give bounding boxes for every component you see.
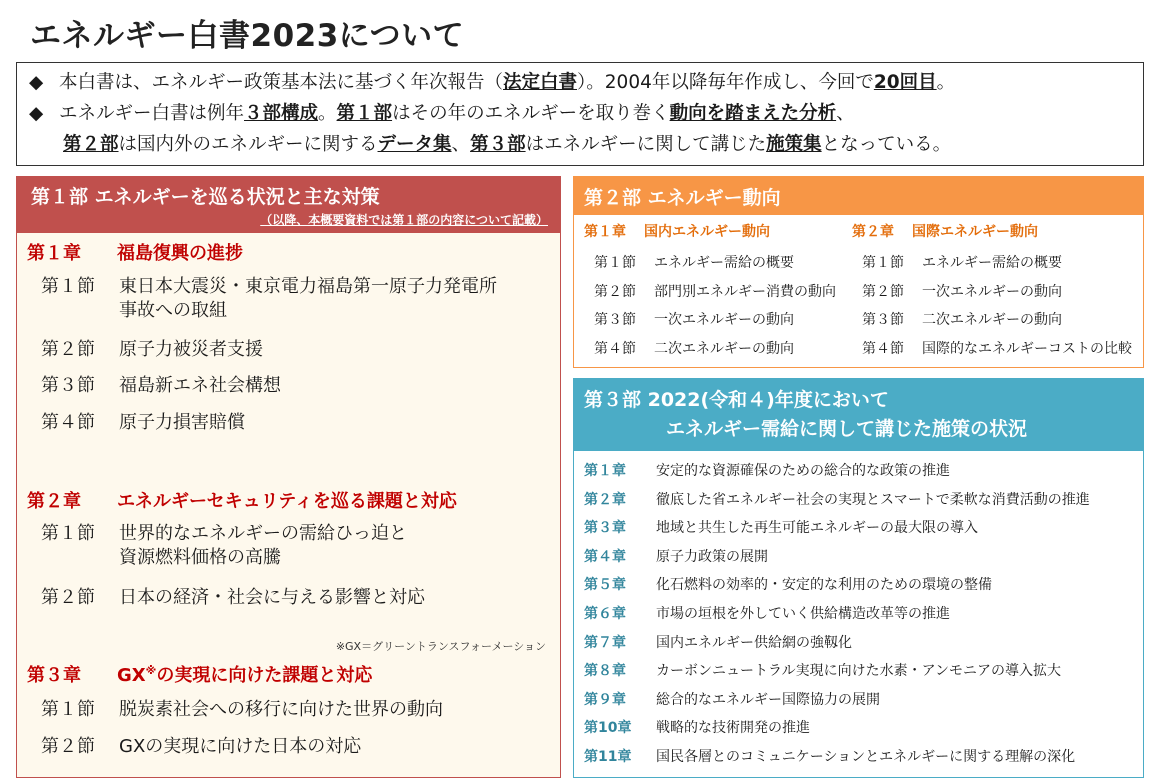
part3-chapter: 第７章 国内エネルギー供給網の強靱化 [584,634,852,651]
part3-title-line-1: 第３部 2022(令和４)年度において [584,389,889,411]
part3-panel [573,378,1144,778]
part1-ch1-section-1: 第１節 東日本大震災・東京電力福島第一原子力発電所 事故への取組 [41,276,497,321]
part3-chapter: 第６章 市場の垣根を外していく供給構造改革等の推進 [584,605,950,622]
page-title: エネルギー白書2023について [30,18,465,54]
part2-ch1-section: 第４節 二次エネルギーの動向 [594,340,794,357]
part2-ch2-section: 第４節 国際的なエネルギーコストの比較 [862,340,1132,357]
gx-footnote: ※GX＝グリーントランスフォーメーション [335,640,546,653]
part3-header [574,379,1143,451]
part1-ch3-section-1: 第１節 脱炭素社会への移行に向けた世界の動向 [41,699,443,720]
summary-line-3: 第２部は国内外のエネルギーに関するデータ集、第３部はエネルギーに関して講じた施策集となっている。 [63,134,952,155]
part2-chapter-2 [852,221,1132,363]
summary-line-1: ◆ 本白書は、エネルギー政策基本法に基づく年次報告（法定白書）。2004年以降毎年作成し、今回で20回目。 [29,67,1131,98]
part2-ch2-section: 第２節 一次エネルギーの動向 [862,283,1062,300]
part2-ch2-section: 第１節 エネルギー需給の概要 [862,255,1062,271]
part2-ch1-section: 第３節 一次エネルギーの動向 [594,312,794,328]
part1-ch2-section-2: 第２節 日本の経済・社会に与える影響と対応 [41,587,425,608]
diamond-bullet-icon: ◆ [29,72,44,93]
part3-chapter: 第８章 カーボンニュートラル実現に向けた水素・アンモニアの導入拡大 [584,663,1062,680]
part1-chapter-1: 第１章 福島復興の進捗 [27,243,243,264]
part3-chapter: 第５章 化石燃料の効率的・安定的な利用のための環境の整備 [584,577,992,594]
part1-ch1-section-3: 第３節 福島新エネ社会構想 [41,375,281,396]
part2-ch2-section: 第３節 二次エネルギーの動向 [862,312,1062,328]
part1-chapter-2: 第２章 エネルギーセキュリティを巡る課題と対応 [27,491,457,512]
diamond-bullet-icon: ◆ [29,103,44,124]
summary-box [16,62,1144,166]
part1-ch1-section-4: 第４節 原子力損害賠償 [41,412,245,433]
part3-chapter: 第２章 徹底した省エネルギー社会の実現とスマートで柔軟な消費活動の推進 [584,491,1090,508]
part1-ch3-section-2: 第２節 GXの実現に向けた日本の対応 [41,736,362,757]
part3-chapter-list [584,457,1090,772]
part2-title: 第２部 エネルギー動向 [574,177,1143,215]
part3-chapter: 第10章 戦略的な技術開発の推進 [584,720,810,737]
part1-ch2-section-1: 第１節 世界的なエネルギーの需給ひっ迫と 資源燃料価格の高騰 [41,523,407,568]
summary-line-2: ◆ エネルギー白書は例年３部構成。第１部はその年のエネルギーを取り巻く動向を踏まえた分析、 [29,98,1131,129]
part1-panel [16,176,561,778]
part1-subtitle: （以降、本概要資料では第１部の内容について記載） [260,213,548,227]
part1-title: 第１部 エネルギーを巡る状況と主な対策 [31,186,380,208]
part2-ch2-heading: 第２章 国際エネルギー動向 [852,224,1038,240]
part1-chapter-3: 第３章 GX※の実現に向けた課題と対応 [27,664,373,686]
part3-chapter: 第９章 総合的なエネルギー国際協力の展開 [584,691,880,708]
part3-chapter: 第１章 安定的な資源確保のための総合的な政策の推進 [584,463,950,479]
part1-header [17,177,560,233]
part2-chapter-1 [584,221,836,363]
part3-chapter: 第４章 原子力政策の展開 [584,548,768,565]
part2-ch1-section: 第１節 エネルギー需給の概要 [594,255,794,271]
part2-panel [573,176,1144,368]
part3-chapter: 第３章 地域と共生した再生可能エネルギーの最大限の導入 [584,520,978,537]
part1-ch1-section-2: 第２節 原子力被災者支援 [41,339,263,360]
part3-chapter: 第11章 国民各層とのコミュニケーションとエネルギーに関する理解の深化 [584,748,1076,765]
part2-ch1-heading: 第１章 国内エネルギー動向 [584,224,770,240]
part3-title-line-2: エネルギー需給に関して講じた施策の状況 [666,418,1028,440]
part2-ch1-section: 第２節 部門別エネルギー消費の動向 [594,283,836,300]
